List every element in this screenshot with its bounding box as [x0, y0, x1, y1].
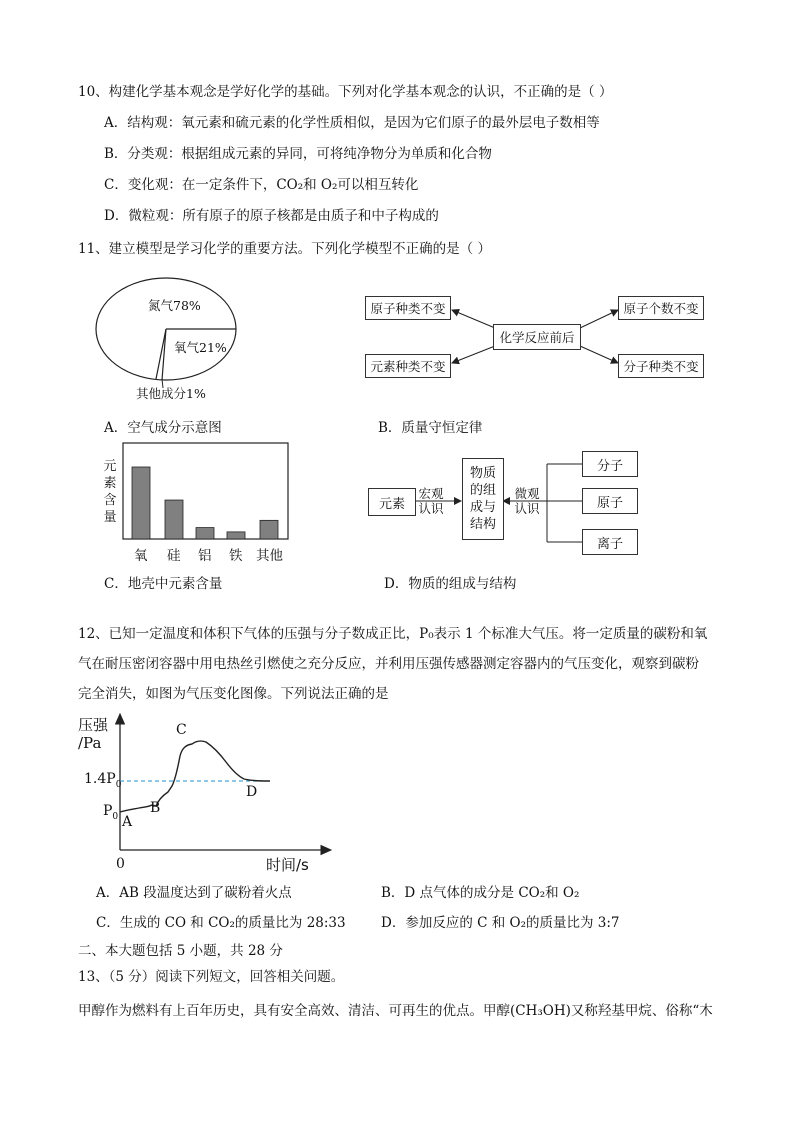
label-micro: 微观认识	[514, 486, 540, 516]
graph-ylabel-1: 压强	[78, 716, 109, 734]
box-atom-type: 原子种类不变	[365, 296, 451, 320]
q13-stem: 13、（5 分）阅读下列短文，回答相关问题。	[78, 969, 345, 985]
q11-stem: 11、建立模型是学习化学的重要方法。下列化学模型不正确的是（ ）	[78, 241, 491, 257]
graph-point-c: C	[176, 722, 187, 738]
graph-point-d: D	[246, 784, 258, 800]
bar-label-硅: 硅	[167, 548, 181, 564]
q10-option-d: D．微粒观：所有原子的原子核都是由质子和中子构成的	[104, 208, 439, 224]
q12-stem-line-1: 12、已知一定温度和体积下气体的压强与分子数成正比，P₀表示 1 个标准大气压。将一定质量的碳粉和氧	[78, 626, 708, 642]
box-ion: 离子	[582, 529, 638, 555]
q10-option-a: A．结构观：氧元素和硫元素的化学性质相似，是因为它们原子的最外层电子数相等	[104, 115, 600, 131]
bar-铁	[227, 532, 245, 539]
bar-铝	[196, 528, 214, 539]
graph-level-low: $P_0$	[103, 803, 119, 822]
bar-其他	[260, 520, 278, 539]
q12-stem-line-3: 完全消失，如图为气压变化图像。下列说法正确的是	[78, 686, 389, 702]
crust-element-bar-chart	[120, 442, 290, 542]
box-element-type: 元素种类不变	[365, 354, 451, 378]
caption-c: C．地壳中元素含量	[104, 576, 223, 592]
caption-d: D．物质的组成与结构	[384, 576, 517, 592]
box-reaction-center: 化学反应前后	[493, 324, 581, 350]
bar-label-氧: 氧	[134, 548, 148, 564]
label-macro: 宏观认识	[418, 486, 444, 516]
caption-b: B．质量守恒定律	[378, 420, 483, 436]
arrow-to-br	[580, 346, 618, 363]
pie-label-nitrogen: 氮气78%	[148, 298, 201, 313]
bar-chart-ylabel: 元素含量	[103, 459, 117, 525]
bar-氧	[132, 467, 150, 539]
q12-option-a: A．AB 段温度达到了碳粉着火点	[96, 885, 292, 901]
arrow-to-tr	[580, 310, 618, 328]
box-molecule-type: 分子种类不变	[618, 354, 704, 378]
box-molecule: 分子	[582, 451, 638, 477]
pressure-curve	[120, 741, 270, 812]
caption-a: A．空气成分示意图	[104, 420, 222, 436]
graph-origin: 0	[116, 856, 125, 872]
bar-label-铝: 铝	[198, 548, 212, 564]
q10-stem: 10、构建化学基本观念是学好化学的基础。下列对化学基本观念的认识，不正确的是（ ）	[78, 84, 613, 100]
box-atom: 原子	[582, 488, 638, 514]
pie-label-oxygen: 氧气21%	[174, 340, 227, 355]
pie-label-other: 其他成分1%	[136, 386, 206, 401]
box-element: 元素	[368, 488, 416, 516]
graph-point-b: B	[150, 800, 161, 816]
q12-option-b: B．D 点气体的成分是 CO₂和 O₂	[381, 885, 580, 901]
bar-硅	[165, 500, 183, 539]
arrow-to-tl	[452, 310, 495, 328]
box-atom-count: 原子个数不变	[618, 296, 704, 320]
bar-label-铁: 铁	[229, 548, 243, 564]
graph-xlabel: 时间/s	[266, 856, 309, 874]
q13-text: 甲醇作为燃料有上百年历史，具有安全高效、清洁、可再生的优点。甲醇(CH₃OH)又称羟基甲烷、俗称“木	[78, 1003, 713, 1019]
q10-option-b: B．分类观：根据组成元素的异同，可将纯净物分为单质和化合物	[104, 146, 492, 162]
q12-option-c: C．生成的 CO 和 CO₂的质量比为 28:33	[96, 915, 346, 931]
graph-level-high: $1.4P_0$	[84, 771, 122, 790]
pressure-time-graph	[72, 706, 342, 876]
arrow-to-bl	[452, 346, 495, 363]
q12-option-d: D．参加反应的 C 和 O₂的质量比为 3:7	[381, 915, 620, 931]
q12-stem-line-2: 气在耐压密闭容器中用电热丝引燃使之充分反应，并利用压强传感器测定容器内的气压变化，观察到碳粉	[78, 656, 699, 672]
graph-ylabel-2: /Pa	[78, 734, 102, 752]
q10-option-c: C．变化观：在一定条件下，CO₂和 O₂可以相互转化	[104, 177, 419, 193]
bar-label-其他: 其他	[256, 548, 283, 564]
section-2-heading: 二、本大题包括 5 小题，共 28 分	[78, 943, 283, 959]
box-substance: 物质的组成与结构	[462, 458, 504, 540]
graph-point-a: A	[122, 814, 133, 830]
